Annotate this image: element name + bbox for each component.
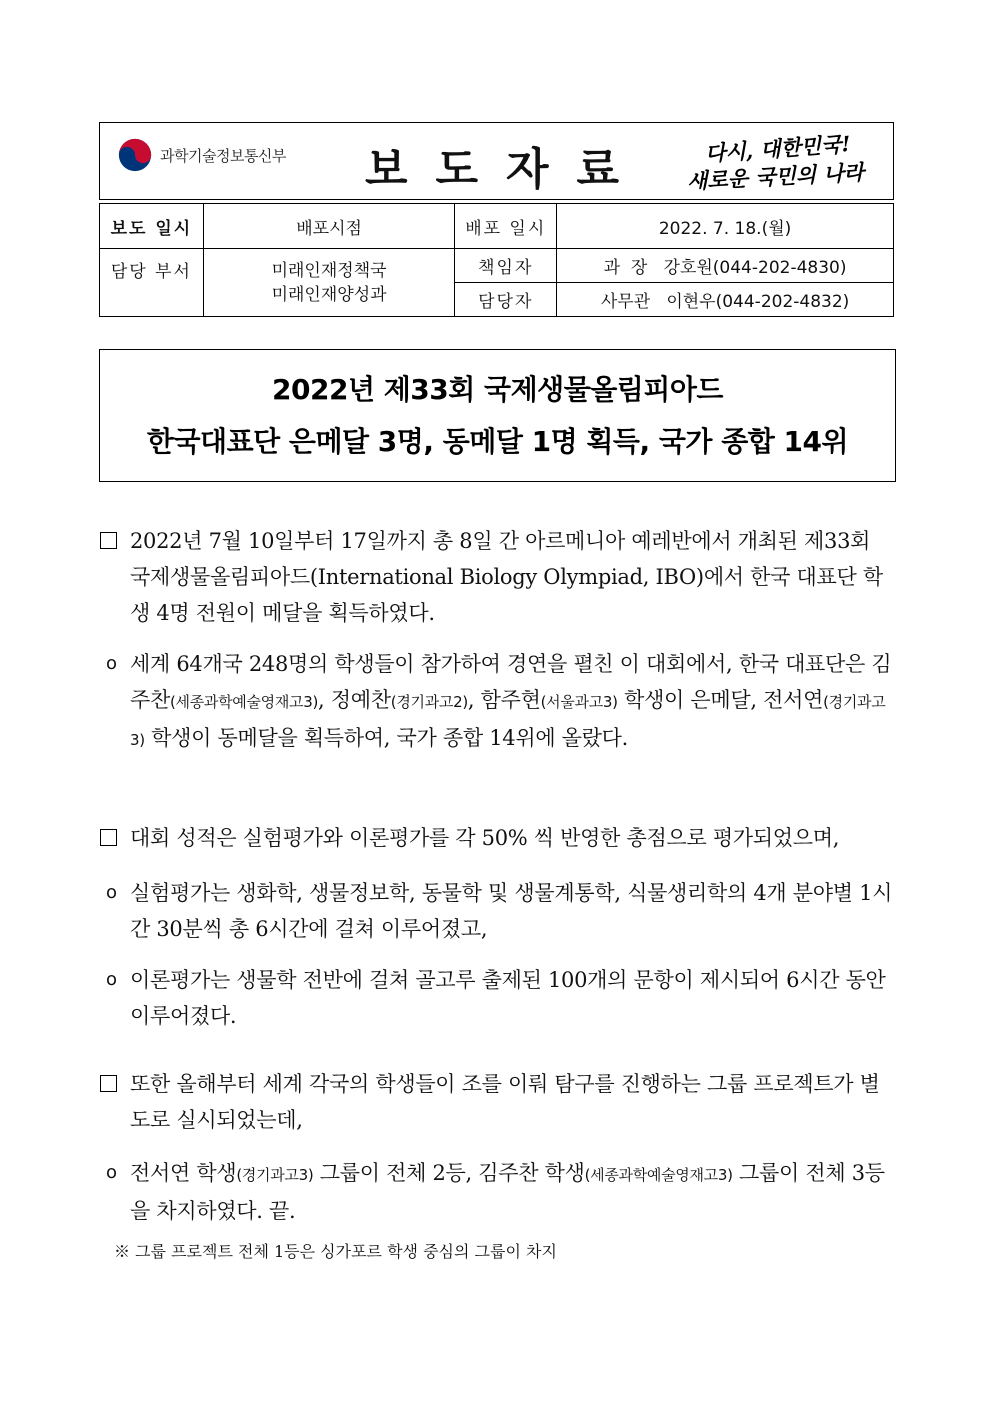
section-2-detail-a [96,875,896,947]
slogan [685,130,885,194]
text-run: 그룹이 전체 3등을 차지하였다. 끝. [130,1161,885,1223]
circle-bullet-icon: o [106,653,117,674]
contact-label: 담당자 [455,283,557,317]
school-note: (경기과고3) [130,693,886,749]
text-run: 전서연 학생 [130,1161,237,1185]
section-1-detail [96,646,896,758]
headline-line-2: 한국대표단 은메달 3명, 동메달 1명 획득, 국가 종합 14위 [146,425,849,458]
contact-value: 사무관 이현우(044-202-4832) [557,283,894,317]
circle-bullet-icon: o [106,969,117,990]
release-label: 보도 일시 [100,204,204,249]
circle-bullet-icon: o [106,1162,117,1183]
footnote: ※ 그룹 프로젝트 전체 1등은 싱가포르 학생 중심의 그룹이 차지 [114,1242,557,1261]
square-bullet-icon [100,532,117,549]
text-run: 세계 64개국 248명의 학생들이 참가하여 경연을 펼친 이 대회에서, 한국 대표단은 김주찬 [130,652,892,712]
header-box [99,122,894,200]
text-run: , 함주현 [467,688,541,712]
section-3-detail [96,1155,896,1229]
section-2-text: 대회 성적은 실험평가와 이론평가를 각 50% 씩 반영한 총점으로 평가되었으며, [130,826,840,850]
dept-label: 담당 부서 [100,249,204,317]
section-2-detail-a-text: 실험평가는 생화학, 생물정보학, 동물학 및 생물계통학, 식물생리학의 4개 분야별 1시간 30분씩 총 6시간에 걸쳐 이루어졌고, [130,881,893,941]
section-3 [96,1066,896,1138]
square-bullet-icon [100,1075,117,1092]
dept-value [203,249,455,317]
school-note: (경기과고3) [236,1166,314,1184]
section-1-text: 2022년 7월 10일부터 17일까지 총 8일 간 아르메니아 예레반에서 개최된 제33회 국제생물올림피아드(International Biology Olympiad, IBO)에서 한국 대표단 학생 4명 전원이 메달을 획득하였다. [130,529,883,625]
section-3-text: 또한 올해부터 세계 각국의 학생들이 조를 이뤄 탐구를 진행하는 그룹 프로젝트가 별도로 실시되었는데, [130,1072,880,1132]
info-table [99,203,894,317]
school-note: (세종과학예술영재고3) [584,1166,733,1184]
resp-label: 책임자 [455,249,557,283]
slogan-line-1: 다시, 대한민국! [704,130,852,167]
resp-value: 과 장 강호원(044-202-4830) [557,249,894,283]
ministry-logo [116,135,286,175]
headline-box [99,349,896,482]
text-run: 그룹이 전체 2등, 김주찬 학생 [313,1161,585,1185]
section-1 [96,523,896,631]
taegeuk-logo-icon [116,136,154,174]
slogan-line-2: 새로운 국민의 나라 [686,159,865,194]
section-2-detail-b-text: 이론평가는 생물학 전반에 걸쳐 골고루 출제된 100개의 문항이 제시되어 6시간 동안 이루어졌다. [130,968,886,1028]
dist-label: 배포 일시 [455,204,557,249]
school-note: (서울과고3) [540,693,618,711]
section-3-detail-text [130,1155,896,1229]
text-run: 학생이 은메달, 전서연 [617,688,824,712]
info-row-resp [100,249,894,283]
section-2 [96,820,896,856]
release-value: 배포시점 [203,204,455,249]
ministry-name: 과학기술정보통신부 [160,146,286,165]
dist-value: 2022. 7. 18.(월) [557,204,894,249]
text-run: 학생이 동메달을 획득하여, 국가 종합 14위에 올랐다. [144,726,629,750]
dept-line-2: 미래인재양성과 [271,284,387,305]
school-note: (경기과고2) [390,693,468,711]
info-row-release [100,204,894,249]
school-note: (세종과학예술영재고3) [169,693,319,711]
headline-line-1: 2022년 제33회 국제생물올림피아드 [272,373,723,406]
section-2-detail-b [96,962,896,1034]
doc-type-title: 보도자료 [365,144,648,195]
square-bullet-icon [100,829,117,846]
circle-bullet-icon: o [106,882,117,903]
dept-line-1: 미래인재정책국 [271,260,387,281]
text-run: , 정예찬 [318,688,391,712]
section-1-detail-text [130,646,896,758]
